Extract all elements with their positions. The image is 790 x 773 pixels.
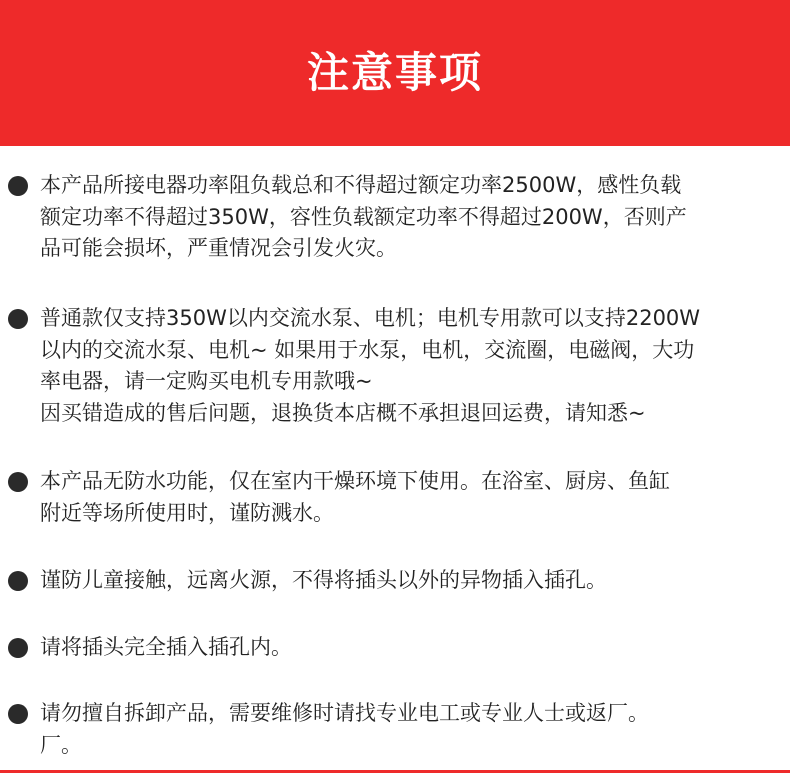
notice-text xyxy=(40,632,782,664)
notice-line: 请将插头完全插入插孔内。 xyxy=(40,635,292,659)
notice-text xyxy=(40,698,782,761)
notice-line: 请勿擅自拆卸产品，需要维修时请找专业电工或专业人士或返厂。 xyxy=(40,701,649,725)
notice-line: 率电器，请一定购买电机专用款哦~ xyxy=(40,369,373,393)
notice-line: 品可能会损坏，严重情况会引发火灾。 xyxy=(40,236,397,260)
page-title: 注意事项 xyxy=(306,48,483,97)
bullet-icon xyxy=(8,638,28,658)
notice-line: 谨防儿童接触，远离火源，不得将插头以外的异物插入插孔。 xyxy=(40,568,607,592)
notice-line: 因买错造成的售后问题，退换货本店概不承担退回运费，请知悉~ xyxy=(40,400,646,425)
notice-line: 附近等场所使用时，谨防溅水。 xyxy=(40,500,334,525)
notice-line: 普通款仅支持350W以内交流水泵、电机；电机专用款可以支持2200W xyxy=(40,306,701,330)
notice-text xyxy=(40,565,782,597)
notice-line: 本产品所接电器功率阻负载总和不得超过额定功率2500W，感性负载 xyxy=(40,173,682,197)
bullet-icon xyxy=(8,472,28,492)
notice-text xyxy=(40,466,782,529)
bullet-icon xyxy=(8,176,28,196)
notice-line: 本产品无防水功能，仅在室内干燥环境下使用。在浴室、厨房、鱼缸 xyxy=(40,469,670,493)
bullet-icon xyxy=(8,704,28,724)
notice-text xyxy=(40,170,782,265)
notice-line: 以内的交流水泵、电机~ 如果用于水泵，电机，交流圈，电磁阀，大功 xyxy=(40,337,695,362)
bullet-icon xyxy=(8,309,28,329)
notice-line: 额定功率不得超过350W，容性负载额定功率不得超过200W，否则产 xyxy=(40,204,687,229)
notice-line: 厂。 xyxy=(40,732,82,757)
notice-text xyxy=(40,303,782,429)
bullet-icon xyxy=(8,571,28,591)
